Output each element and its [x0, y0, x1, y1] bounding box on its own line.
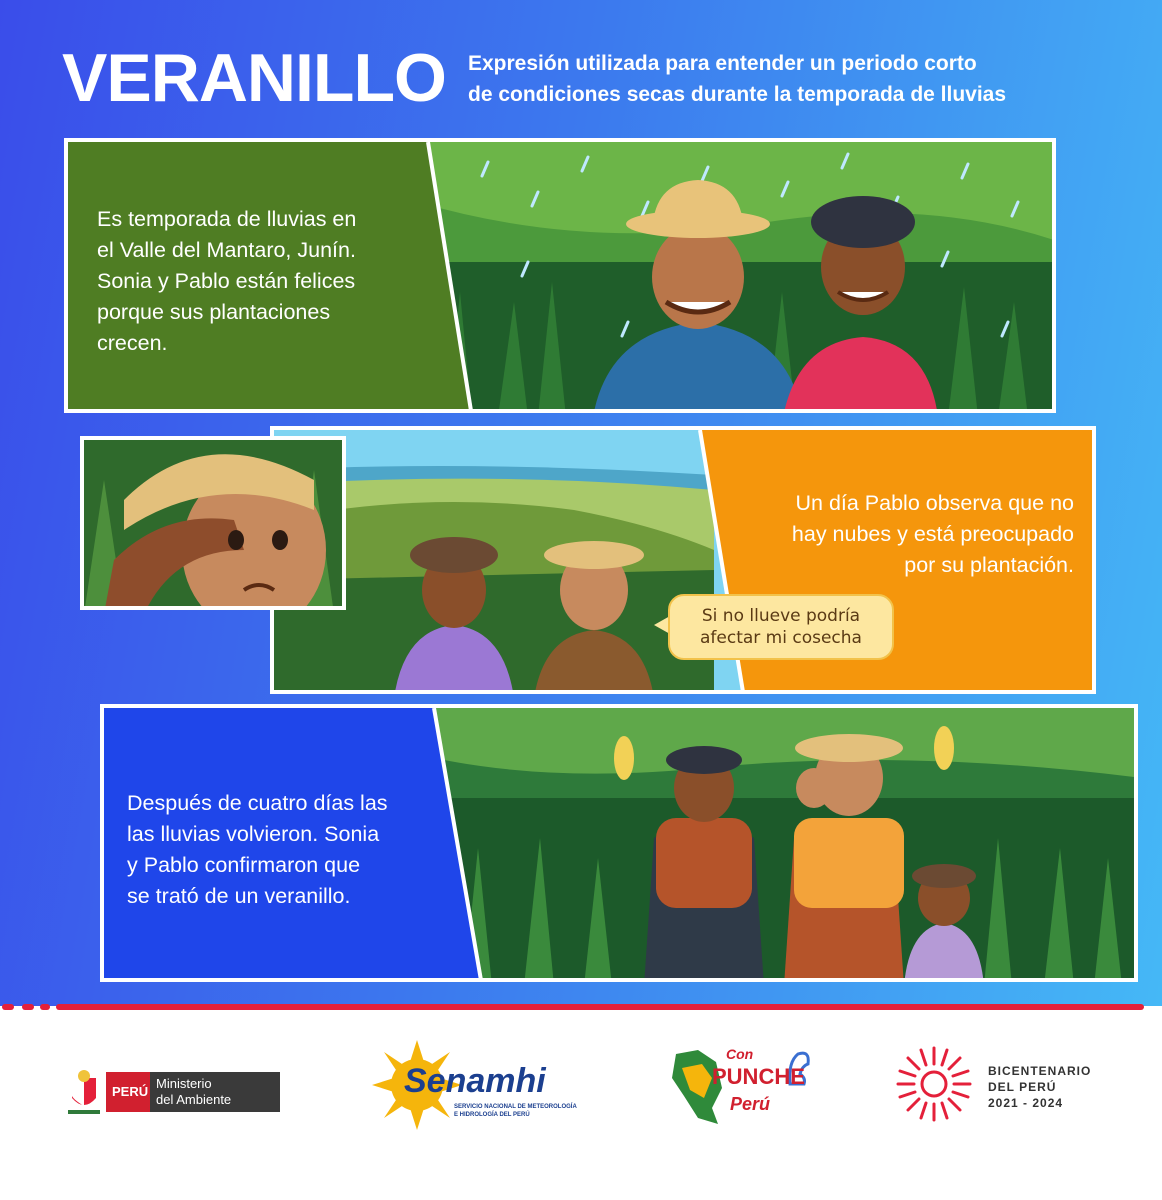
bicentenario-line: DEL PERÚ	[988, 1080, 1057, 1094]
text-line: se trató de un veranillo.	[127, 884, 351, 908]
peru-coat-of-arms-icon	[66, 1068, 102, 1116]
bicentenario-logo	[894, 1044, 1114, 1126]
text-line: y Pablo confirmaron que	[127, 853, 361, 877]
text-line: Un día Pablo observa que no	[795, 491, 1074, 515]
senamhi-logo	[372, 1040, 582, 1130]
panel-2-text	[714, 488, 1074, 581]
speech-bubble	[668, 594, 894, 660]
page-title: VERANILLO	[62, 40, 446, 116]
panel-rains-returned	[100, 704, 1138, 982]
text-line: crecen.	[97, 331, 168, 355]
text-line: por su plantación.	[904, 553, 1074, 577]
divider-dot	[2, 1004, 14, 1010]
ministry-line: Ministerio	[156, 1076, 212, 1091]
punche-con: Con	[726, 1046, 754, 1062]
bicentenario-rays-icon	[894, 1044, 974, 1124]
text-line: el Valle del Mantaro, Junín.	[97, 238, 356, 262]
panel-3-text	[127, 788, 427, 912]
text-line: porque sus plantaciones	[97, 300, 331, 324]
punche-peru: Perú	[730, 1094, 771, 1114]
peru-label: PERÚ	[112, 1084, 149, 1099]
ministry-grey-box	[150, 1072, 280, 1112]
divider-line	[56, 1004, 1144, 1010]
minam-logo	[66, 1068, 280, 1116]
senamhi-subtitle: SERVICIO NACIONAL DE METEOROLOGÍA	[454, 1104, 577, 1110]
panel-1-text	[97, 204, 397, 359]
text-line: Después de cuatro días las	[127, 791, 388, 815]
bicentenario-years: 2021 - 2024	[988, 1096, 1064, 1110]
divider-dot	[22, 1004, 34, 1010]
panel-rain-season	[64, 138, 1056, 413]
footer-logos	[0, 1018, 1162, 1200]
subtitle-line: de condiciones secas durante la temporada de lluvias	[468, 83, 1007, 106]
speech-line: Si no llueve podría	[701, 606, 861, 626]
ministry-line: del Ambiente	[156, 1092, 232, 1107]
text-line: hay nubes y está preocupado	[791, 522, 1074, 546]
text-line: Es temporada de lluvias en	[97, 207, 357, 231]
worried-pablo-closeup	[84, 440, 346, 610]
bicentenario-line: BICENTENARIO	[988, 1064, 1092, 1078]
speech-line: afectar mi cosecha	[700, 628, 862, 648]
panel-worried-inset	[80, 436, 346, 610]
text-line: las lluvias volvieron. Sonia	[127, 822, 380, 846]
divider-dot	[40, 1004, 50, 1010]
con-punche-peru-logo	[668, 1042, 814, 1132]
peru-red-box	[106, 1072, 150, 1112]
subtitle-line: Expresión utilizada para entender un periodo corto	[468, 52, 977, 75]
senamhi-subtitle: E HIDROLOGÍA DEL PERÚ	[454, 1112, 530, 1118]
page-subtitle	[468, 48, 1108, 110]
punche-word: PUNCHE	[712, 1064, 805, 1089]
senamhi-name: Senamhi	[404, 1062, 546, 1100]
text-line: Sonia y Pablo están felices	[97, 269, 356, 293]
